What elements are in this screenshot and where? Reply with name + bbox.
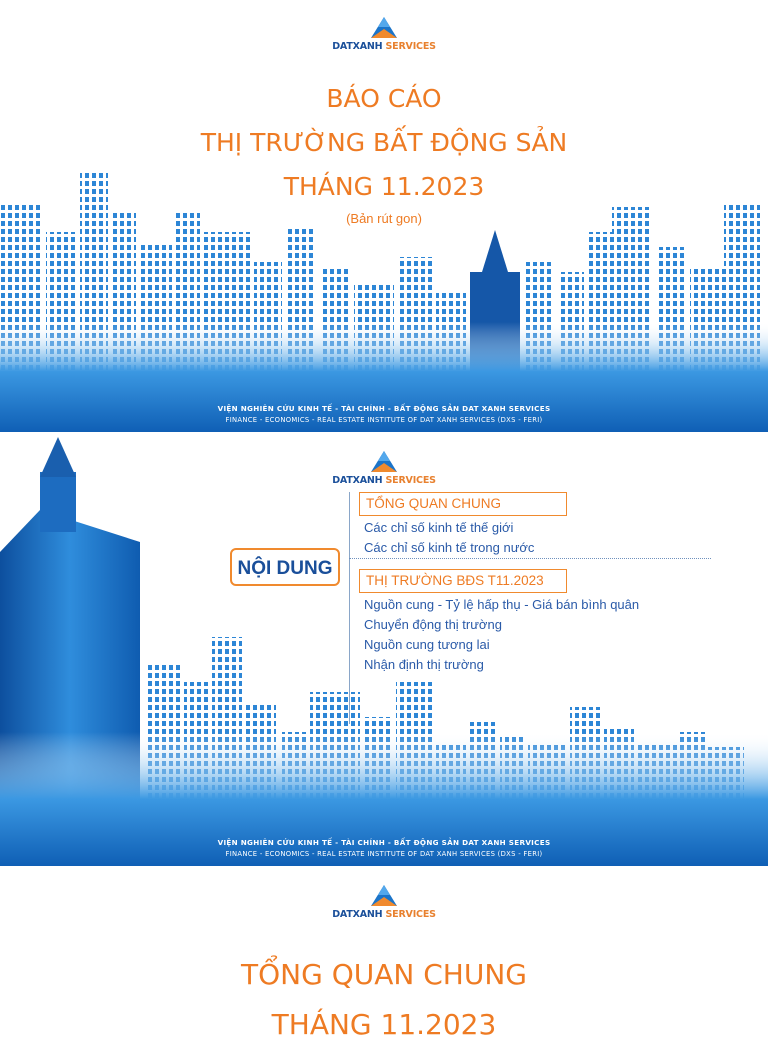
cover-footer [0, 404, 768, 424]
contents-divider-dotted [349, 558, 711, 559]
cover-title-line-2: THỊ TRƯỜNG BẤT ĐỘNG SẢN [200, 128, 568, 157]
contents-footer [0, 838, 768, 858]
brand-logo [0, 16, 768, 52]
toc-item[interactable]: Chuyển động thị trường [364, 617, 502, 632]
cover-subtitle: (Bản rút gon) [346, 211, 422, 226]
brand-name-a: DATXANH [332, 475, 383, 486]
overview-title-line-2: THÁNG 11.2023 [271, 1008, 497, 1041]
brand-name-b: SERVICES [382, 475, 436, 486]
toc-item[interactable]: Các chỉ số kinh tế trong nước [364, 540, 535, 555]
contents-label: NỘI DUNG [230, 548, 340, 586]
overview-title-line-1: TỔNG QUAN CHUNG [241, 958, 527, 991]
cover-slide [0, 0, 768, 432]
brand-name-a: DATXANH [332, 909, 383, 920]
footer-line-1: VIỆN NGHIÊN CỨU KINH TẾ - TÀI CHÍNH - BẤT ĐỘNG SẢN DAT XANH SERVICES [217, 838, 551, 847]
cover-title-line-1: BÁO CÁO [326, 84, 442, 113]
footer-line-2: FINANCE - ECONOMICS - REAL ESTATE INSTITUTE OF DAT XANH SERVICES (DXS - FERI) [225, 416, 543, 424]
toc-item[interactable]: Nhận định thị trường [364, 657, 484, 672]
toc-item[interactable]: Các chỉ số kinh tế thế giới [364, 520, 514, 535]
brand-name-b: SERVICES [382, 909, 436, 920]
section-title-overview: TỔNG QUAN CHUNG [359, 492, 567, 516]
section-title-market: THỊ TRƯỜNG BĐS T11.2023 [359, 569, 567, 593]
toc-item[interactable]: Nguồn cung tương lai [364, 637, 490, 652]
logo-mark-icon [369, 884, 399, 908]
footer-line-1: VIỆN NGHIÊN CỨU KINH TẾ - TÀI CHÍNH - BẤT ĐỘNG SẢN DAT XANH SERVICES [217, 404, 551, 413]
brand-name-b: SERVICES [382, 41, 436, 52]
toc-item[interactable]: Nguồn cung - Tỷ lệ hấp thụ - Giá bán bình quân [364, 597, 640, 612]
logo-mark-icon [369, 16, 399, 40]
cover-title-line-3: THÁNG 11.2023 [283, 172, 485, 201]
footer-line-2: FINANCE - ECONOMICS - REAL ESTATE INSTITUTE OF DAT XANH SERVICES (DXS - FERI) [225, 850, 543, 858]
contents-divider-vertical [349, 492, 350, 724]
brand-logo [0, 884, 768, 920]
brand-name-a: DATXANH [332, 41, 383, 52]
overview-slide [0, 866, 768, 1041]
contents-slide [0, 432, 768, 866]
